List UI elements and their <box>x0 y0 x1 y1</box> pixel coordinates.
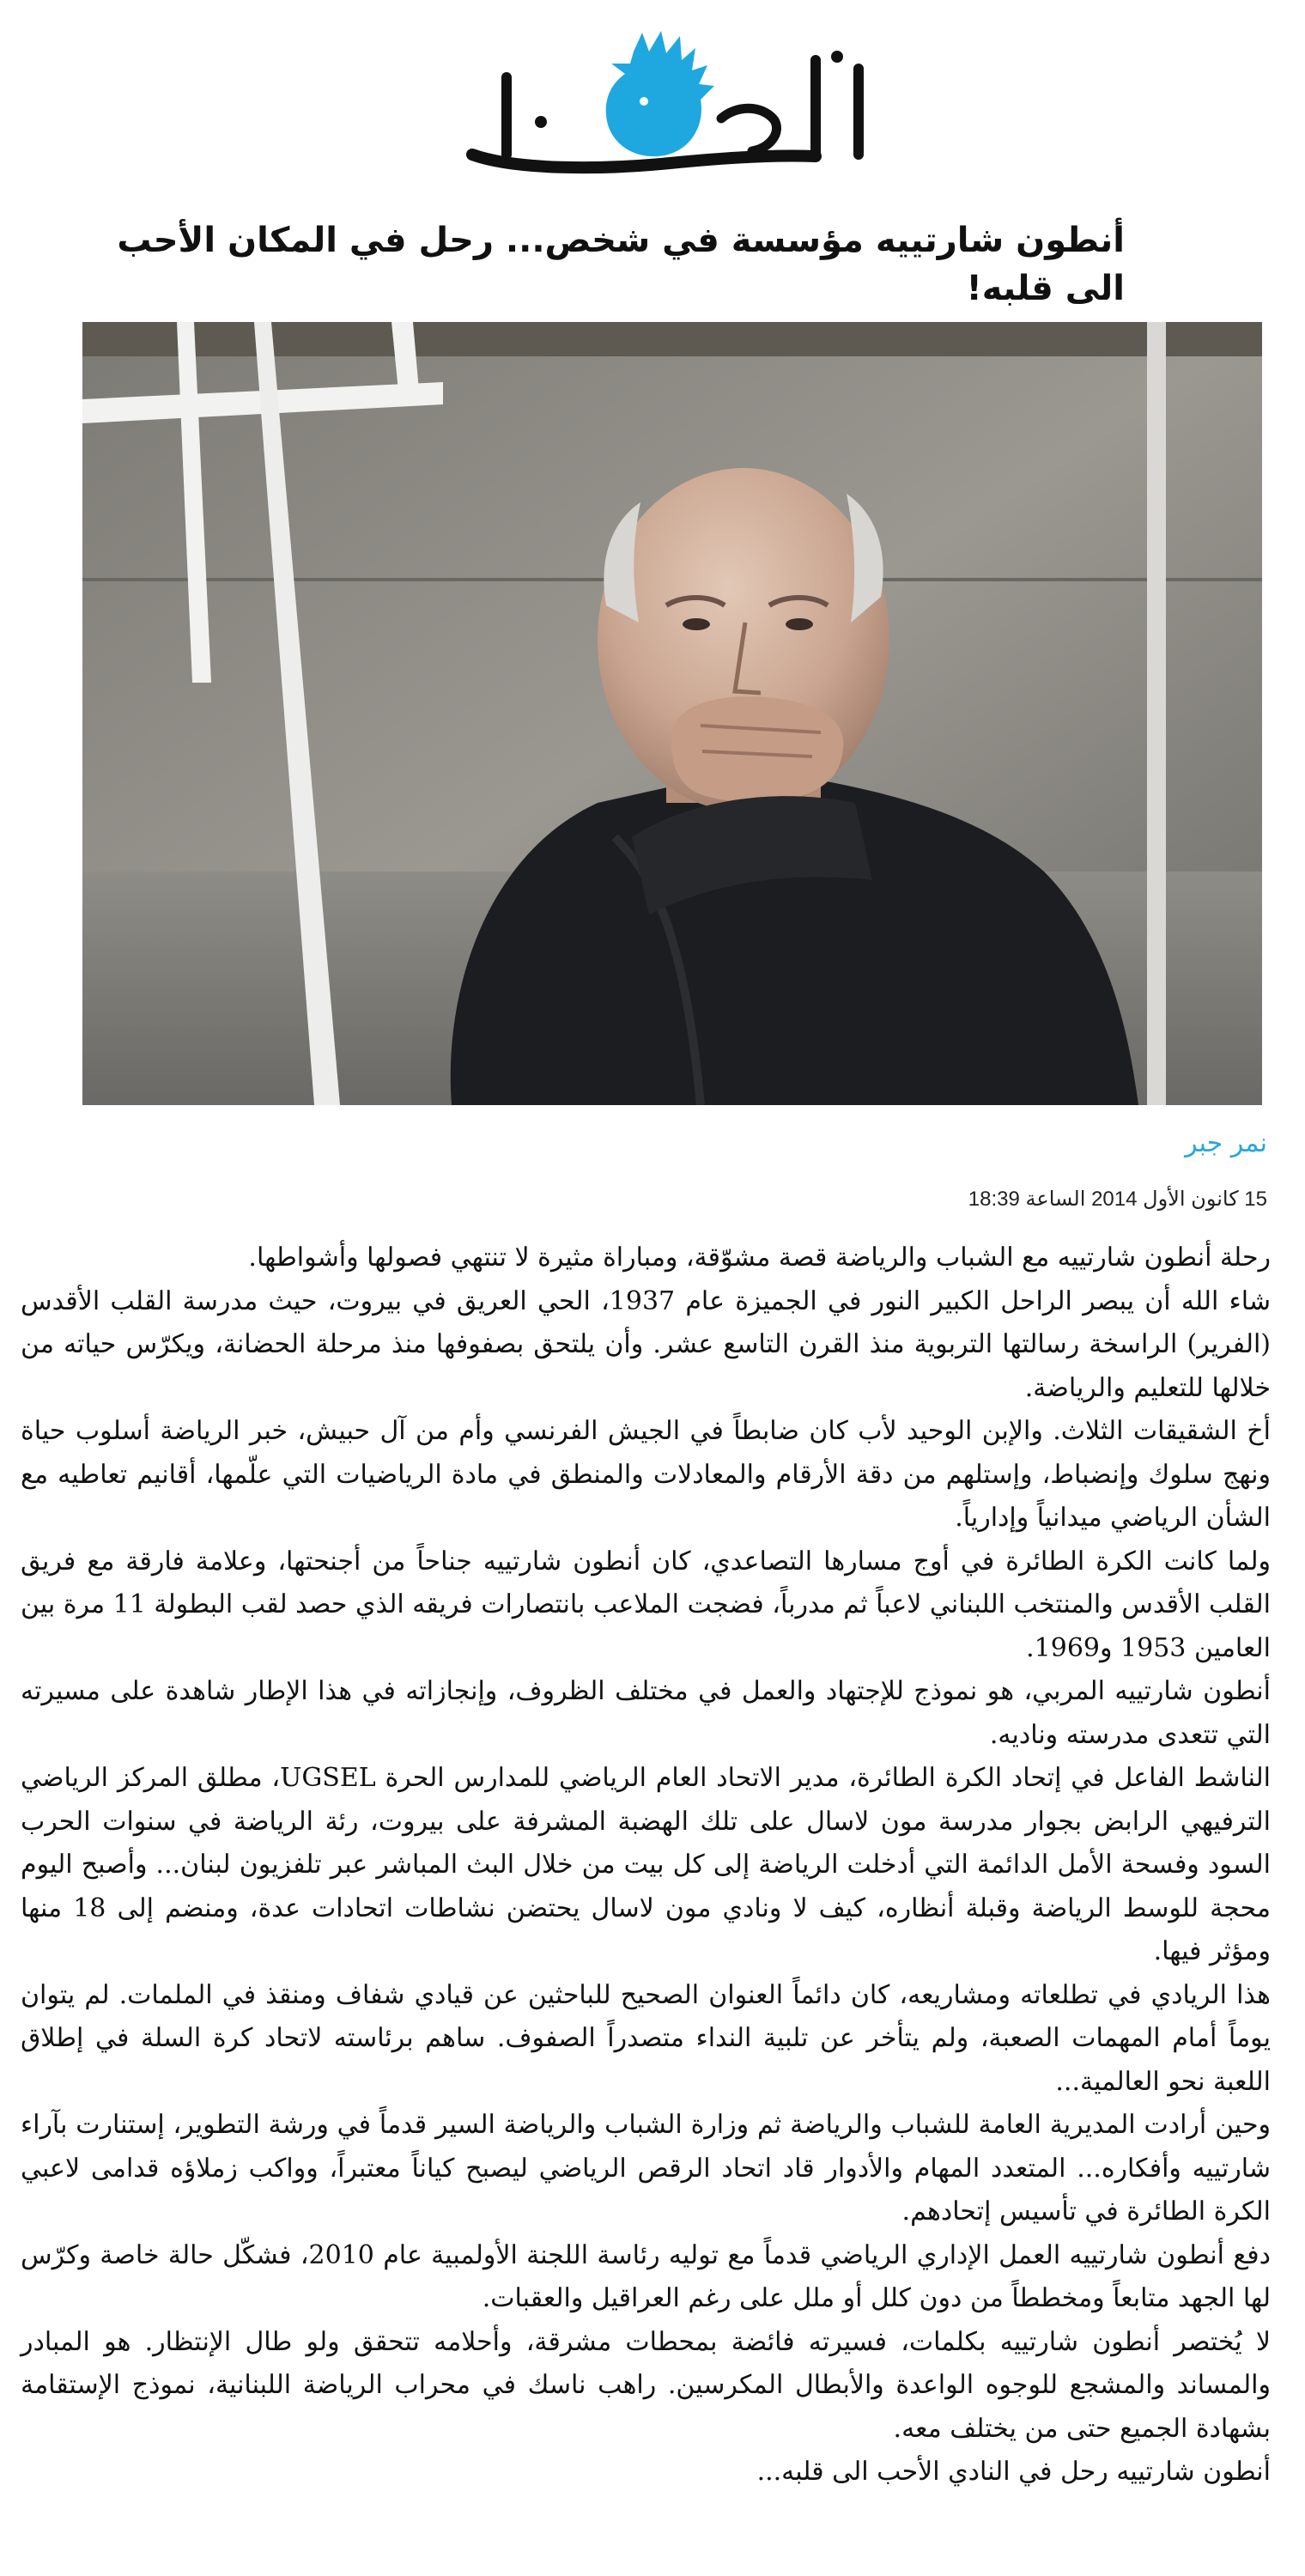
article-author[interactable]: نمر جبر <box>1185 1128 1267 1158</box>
article-paragraph: شاء الله أن يبصر الراحل الكبير النور في الجميزة عام 1937، الحي العريق في بيروت، حيث مدرسة القلب الأقدس (الفرير) الراسخة رسالتها التربوية منذ القرن التاسع عشر. وأن يلتحق بصفوفها منذ مرحلة الحضانة، ويكرّس حياته من خلالها للتعليم والرياضة. <box>21 1285 1271 1403</box>
article-dateline: 15 كانون الأول 2014 الساعة 18:39 <box>968 1188 1267 1211</box>
article-paragraph: لا يُختصر أنطون شارتييه بكلمات، فسيرته فائضة بمحطات مشرقة، وأحلامه تتحقق ولو طال الإنتظار. هو المبادر والمساند والمشجع للوجوه الواعدة والأبطال المكرسين. راهب ناسك في محراب الرياضة اللبنانية، نموذج الإستقامة بشهادة الجميع حتى من يختلف معه. <box>21 2326 1271 2444</box>
article-paragraph: أنطون شارتييه رحل في النادي الأحب الى قلبه... <box>756 2457 1271 2487</box>
newspaper-logo[interactable] <box>412 26 893 180</box>
article-paragraph: الناشط الفاعل في إتحاد الكرة الطائرة، مدير الاتحاد العام الرياضي للمدارس الحرة UGSEL، مطلق المركز الرياضي الترفيهي الرابض بجوار مدرسة مون لاسال على تلك الهضبة المشرفة على بيروت، رئة الرياضة في سنوات الحرب السود وفسحة الأمل الدائمة التي أدخلت الرياضة إلى كل بيت من خلال البث المباشر عبر تلفزيون لبنان... وأصبح اليوم محجة للوسط الرياضة وقبلة أنظاره، كيف لا ونادي مون لاسال يحتضن نشاطات اتحادات عدة، ومنضم إلى 18 منها ومؤثر فيها. <box>21 1763 1272 1966</box>
article-paragraph: وحين أرادت المديرية العامة للشباب والرياضة ثم وزارة الشباب والرياضة السير قدماً في ورشة التطوير، إستنارت بآراء شارتييه وأفكاره... المتعدد المهام والأدوار قاد اتحاد الرقص الرياضي ليصبح كياناً معتبراً، وواكب زملاؤه قدامى لاعبي الكرة الطائرة في تأسيس إتحادهم. <box>21 2110 1271 2227</box>
article-paragraph: أنطون شارتييه المربي، هو نموذج للإجتهاد والعمل في مختلف الظروف، وإنجازاته في هذا الإطار شاهدة على مسيرته التي تتعدى مدرسته وناديه. <box>21 1676 1271 1750</box>
article-body <box>21 1236 1271 2494</box>
article-headline: أنطون شارتييه مؤسسة في شخص... رحل في المكان الأحب الى قلبه! <box>117 221 1125 308</box>
masthead <box>0 26 1305 180</box>
article-paragraph: رحلة أنطون شارتييه مع الشباب والرياضة قصة مشوّقة، ومباراة مثيرة لا تنتهي فصولها وأشواطها. <box>248 1242 1271 1273</box>
article-paragraph: ولما كانت الكرة الطائرة في أوج مسارها التصاعدي، كان أنطون شارتييه جناحاً من أجنحتها، وعلامة فارقة مع فريق القلب الأقدس والمنتخب اللبناني لاعباً ثم مدرباً، فضجت الملاعب بانتصارات فريقه الذي حصد لقب البطولة 11 مرة بين العامين 1953 و1969. <box>21 1546 1271 1663</box>
portrait-image <box>82 322 1262 1105</box>
article-paragraph: دفع أنطون شارتييه العمل الإداري الرياضي قدماً مع توليه رئاسة اللجنة الأولمبية عام 2010، فشكّل حالة خاصة وكرّس لها الجهد متابعاً ومخططاً من دون كلل أو ملل على رغم العراقيل والعقبات. <box>21 2239 1271 2313</box>
article-paragraph: هذا الريادي في تطلعاته ومشاريعه، كان دائماً العنوان الصحيح للباحثين عن قيادي شفاف ومنقذ في الملمات. لم يتوان يوماً أمام المهمات الصعبة، ولم يتأخر عن تلبية النداء متصدراً الصفوف. ساهم برئاسته لاتحاد كرة السلة في إطلاق اللعبة نحو العالمية... <box>21 1979 1271 2097</box>
article-photo <box>82 322 1262 1105</box>
rooster-icon <box>606 31 714 156</box>
article-paragraph: أخ الشقيقات الثلاث. والإبن الوحيد لأب كان ضابطاً في الجيش الفرنسي وأم من آل حبيش، خبر الرياضة أسلوب حياة ونهج سلوك وإنضباط، وإستلهم من دقة الأرقام والمعادلات والمنطق في مادة الرياضيات التي علّمها، أقانيم تعاطيه مع الشأن الرياضي ميدانياً وإدارياً. <box>21 1416 1271 1533</box>
